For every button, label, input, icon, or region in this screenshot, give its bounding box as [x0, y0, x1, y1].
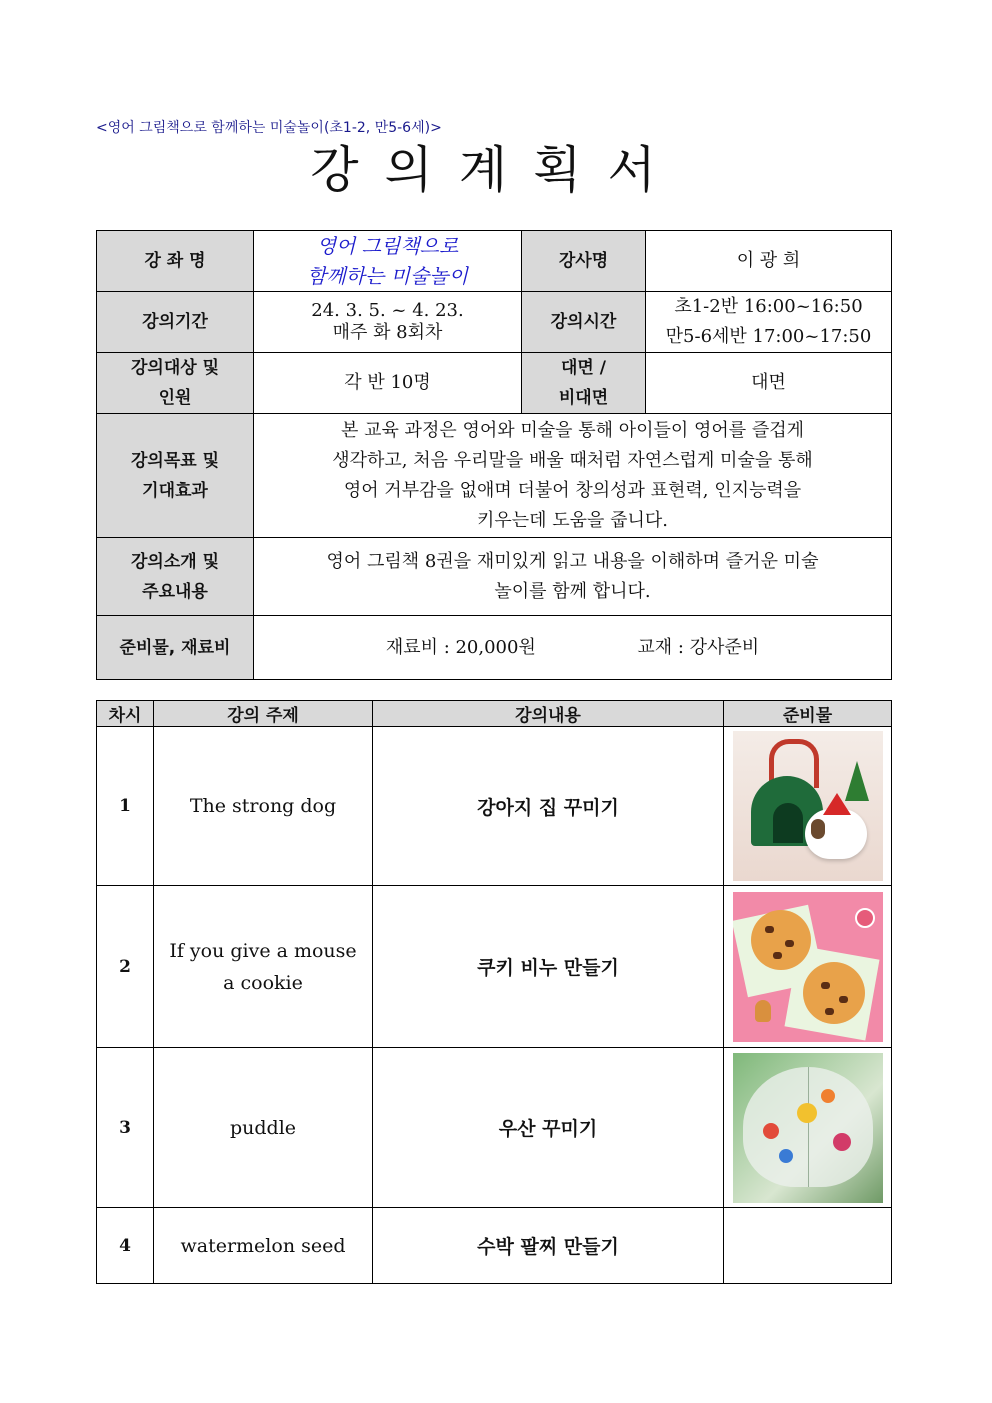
time-line1: 초1-2반 16:00~16:50 [674, 296, 863, 317]
topic-line1: puddle [229, 1116, 297, 1139]
target-value: 각 반 10명 [254, 353, 522, 414]
umbrella-photo [733, 1053, 883, 1203]
session-content: 우산 꾸미기 [373, 1048, 724, 1208]
time-line2: 만5-6세반 17:00~17:50 [665, 326, 872, 347]
session-topic [154, 886, 373, 1048]
document-title: 강의계획서 [310, 141, 682, 199]
schedule-header-session: 차시 [97, 701, 154, 727]
materials-image-cell [724, 1208, 892, 1284]
period-line1: 24. 3. 5. ~ 4. 23. [311, 300, 464, 321]
materials-book: 교재 : 강사준비 [637, 636, 760, 658]
topic-line1: The strong dog [189, 795, 337, 817]
intro-value [254, 538, 892, 616]
materials-image-cell [724, 1048, 892, 1208]
session-number: 4 [97, 1208, 154, 1284]
schedule-header-topic: 강의 주제 [154, 701, 373, 727]
instructor-value: 이 광 희 [646, 231, 892, 292]
period-label: 강의기간 [97, 292, 254, 353]
goal-line4: 키우는데 도움을 줍니다. [476, 509, 669, 531]
schedule-header-content: 강의내용 [373, 701, 724, 727]
session-number: 2 [97, 886, 154, 1048]
table-row [97, 886, 892, 1048]
intro-line1: 영어 그림책 8권을 재미있게 읽고 내용을 이해하며 즐거운 미술 [326, 550, 819, 572]
course-name-label: 강 좌 명 [97, 231, 254, 292]
session-content: 쿠키 비누 만들기 [373, 886, 724, 1048]
table-row [97, 1208, 892, 1284]
mode-label-line2: 비대면 [558, 388, 609, 408]
time-label: 강의시간 [522, 292, 646, 353]
topic-line1: If you give a mouse [169, 939, 357, 962]
target-label-line2: 인원 [158, 388, 192, 408]
instructor-label: 강사명 [522, 231, 646, 292]
period-value [254, 292, 522, 353]
goal-label-line1: 강의목표 및 [130, 450, 220, 471]
goal-label [97, 414, 254, 538]
period-line2: 매주 화 8회차 [332, 322, 443, 343]
session-topic [154, 1208, 373, 1284]
intro-label-line2: 주요내용 [142, 581, 208, 602]
target-label [97, 353, 254, 414]
session-content: 강아지 집 꾸미기 [373, 727, 724, 886]
schedule-table [96, 700, 892, 1284]
schedule-header-materials: 준비물 [724, 701, 892, 727]
session-content: 수박 팔찌 만들기 [373, 1208, 724, 1284]
materials-value [254, 616, 892, 680]
target-label-line1: 강의대상 및 [130, 358, 220, 378]
mode-label [522, 353, 646, 414]
course-name-line1: 영어 그림책으로 [316, 234, 459, 258]
document-subtitle: <영어 그림책으로 함께하는 미술놀이(초1-2, 만5-6세)> [96, 120, 442, 136]
course-name-value [254, 231, 522, 292]
course-info-table [96, 230, 892, 680]
mode-label-line1: 대면 / [561, 358, 606, 378]
goal-line3: 영어 거부감을 없애며 더불어 창의성과 표현력, 인지능력을 [343, 479, 802, 501]
mode-value: 대면 [646, 353, 892, 414]
course-name-line2: 함께하는 미술놀이 [307, 264, 468, 288]
intro-line2: 놀이를 함께 합니다. [494, 580, 651, 602]
cookie-soap-photo [733, 892, 883, 1042]
topic-line2: a cookie [223, 971, 303, 994]
materials-image-cell [724, 886, 892, 1048]
session-topic [154, 727, 373, 886]
table-row [97, 1048, 892, 1208]
goal-line1: 본 교육 과정은 영어와 미술을 통해 아이들이 영어를 즐겁게 [340, 419, 805, 441]
time-value [646, 292, 892, 353]
session-number: 1 [97, 727, 154, 886]
table-row [97, 727, 892, 886]
goal-value [254, 414, 892, 538]
session-number: 3 [97, 1048, 154, 1208]
materials-image-cell [724, 727, 892, 886]
dog-house-photo [733, 731, 883, 881]
goal-line2: 생각하고, 처음 우리말을 배울 때처럼 자연스럽게 미술을 통해 [332, 449, 813, 471]
intro-label-line1: 강의소개 및 [130, 551, 220, 572]
topic-line1: watermelon seed [180, 1234, 346, 1257]
materials-fee: 재료비 : 20,000원 [385, 636, 536, 658]
materials-label: 준비물, 재료비 [97, 616, 254, 680]
intro-label [97, 538, 254, 616]
goal-label-line2: 기대효과 [142, 480, 208, 501]
session-topic [154, 1048, 373, 1208]
